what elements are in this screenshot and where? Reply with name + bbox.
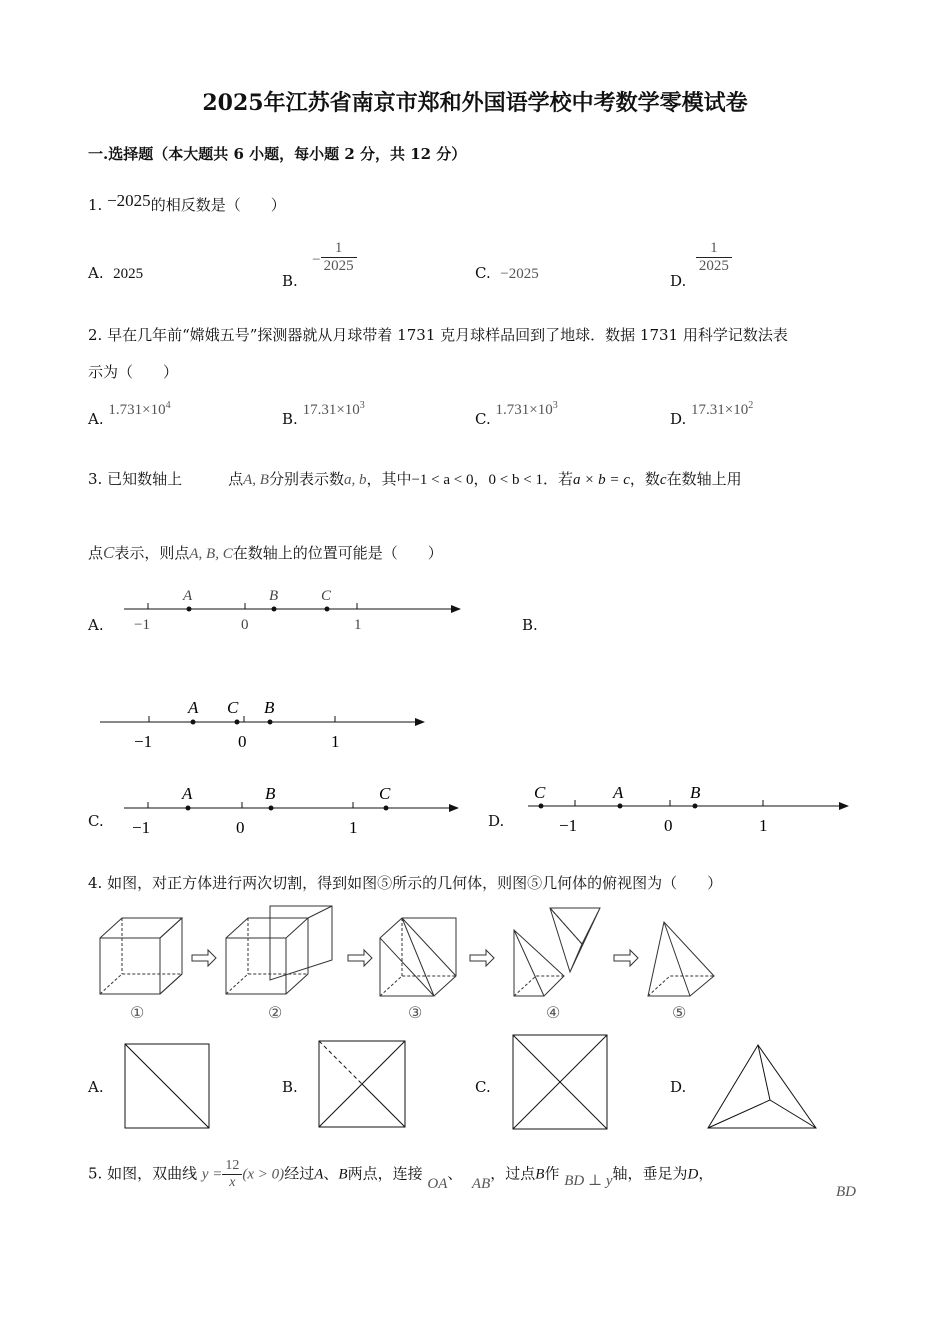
- question-4: 4. 如图，对正方体进行两次切割，得到如图⑤所示的几何体，则图⑤几何体的俯视图为（ ）: [88, 874, 723, 892]
- point-b-label: B: [264, 698, 275, 717]
- point-c-dot: [325, 607, 330, 612]
- number-line-b: [96, 696, 432, 754]
- tick-label: −1: [134, 732, 153, 751]
- point-a-label: A: [188, 698, 199, 717]
- option-label: D.: [670, 410, 687, 428]
- fraction: $\frac{1}{2025}$: [696, 240, 732, 275]
- question-3-line-1: 3. 已知数轴上 点A, B分别表示数a, b，其中−1 < a < 0，0 < b < 1．若a × b = c，数c在数轴上用: [88, 470, 742, 488]
- number-line-d: [524, 782, 854, 840]
- option-label: B.: [282, 271, 298, 290]
- point-b-label: B: [269, 588, 279, 604]
- option-label: A.: [88, 410, 104, 428]
- option-label: C.: [475, 264, 491, 282]
- point-c-label: C: [321, 588, 332, 604]
- arrow-icon: [192, 950, 216, 966]
- fig-label: ⑤: [672, 1005, 687, 1022]
- option-value: 1.731×10: [108, 402, 166, 418]
- tick-label: −1: [134, 617, 150, 633]
- tick-label: 1: [331, 732, 340, 751]
- q3-option-a-label[interactable]: A.: [88, 616, 104, 634]
- point-c-dot: [539, 804, 544, 809]
- tick-label: 1: [354, 617, 362, 633]
- q4-option-b-figure[interactable]: [318, 1040, 408, 1132]
- option-value: 17.31×10: [691, 402, 749, 418]
- question-1: [88, 191, 286, 215]
- arrow-icon: [614, 950, 638, 966]
- q1-option-a[interactable]: [88, 264, 143, 283]
- exponent: 3: [552, 400, 558, 411]
- fig-label: ③: [408, 1005, 423, 1022]
- q2-option-a[interactable]: [88, 400, 171, 428]
- point-b-dot: [268, 720, 273, 725]
- q1-option-d[interactable]: [670, 240, 732, 290]
- exponent: 4: [165, 400, 171, 411]
- q4-option-a-figure[interactable]: [124, 1040, 212, 1132]
- option-value: 17.31×10: [302, 402, 360, 418]
- point-c-label: C: [379, 784, 391, 803]
- point-a-dot: [618, 804, 623, 809]
- number-line-c: [120, 782, 468, 840]
- q4-option-c-label[interactable]: C.: [475, 1078, 491, 1096]
- tick-label: 0: [236, 818, 245, 837]
- cube-figure-4: [514, 908, 600, 996]
- point-a-label: A: [613, 783, 624, 802]
- fig-label: ②: [268, 1005, 283, 1022]
- option-label: C.: [475, 410, 491, 428]
- tick-label: 1: [349, 818, 358, 837]
- option-label: D.: [670, 271, 687, 290]
- q3-option-c-label[interactable]: C.: [88, 812, 104, 830]
- cube-figure-5: [648, 922, 714, 996]
- fraction: $\frac{12}{x}$: [222, 1158, 242, 1191]
- option-label: B.: [282, 410, 298, 428]
- point-a-dot: [187, 607, 192, 612]
- number-line-a: [120, 584, 470, 640]
- fig-label: ④: [546, 1005, 561, 1022]
- section-heading: 一.选择题（本大题共 6 小题，每小题 2 分，共 12 分）: [88, 145, 467, 163]
- question-2-line-1: 2. 早在几年前“嫦娥五号”探测器就从月球带着 1731 克月球样品回到了地球．数据 1731 用科学记数法表: [88, 326, 788, 344]
- q2-option-c[interactable]: [475, 400, 558, 428]
- arrow-icon: [348, 950, 372, 966]
- exponent: 2: [748, 400, 754, 411]
- cube-figure-3: [380, 918, 456, 996]
- q4-option-d-label[interactable]: D.: [670, 1078, 687, 1096]
- point-b-dot: [269, 806, 274, 811]
- point-b-dot: [272, 607, 277, 612]
- point-a-dot: [186, 806, 191, 811]
- point-a-dot: [191, 720, 196, 725]
- option-label: A.: [88, 264, 104, 282]
- q1-option-b[interactable]: [282, 240, 357, 290]
- point-c-label: C: [227, 698, 239, 717]
- question-5: 5. 如图，双曲线 y = $\frac{12}{x}$ (x > 0)经过A、B两点，连接 OA、 AB，过点B作 BD ⊥ y轴，垂足为D，: [88, 1158, 714, 1192]
- q4-option-b-label[interactable]: B.: [282, 1078, 298, 1096]
- q4-option-d-figure[interactable]: [706, 1044, 818, 1130]
- point-b-dot: [693, 804, 698, 809]
- option-value: 2025: [113, 266, 144, 282]
- q2-option-b[interactable]: [282, 400, 365, 428]
- tick-label: −1: [559, 816, 578, 835]
- tick-label: −1: [132, 818, 151, 837]
- q4-cutting-figure: [92, 900, 732, 1028]
- q1-number: 1.: [88, 196, 103, 214]
- fraction: $\frac{1}{2025}$: [321, 240, 357, 275]
- question-2-line-2: 示为（ ）: [88, 363, 179, 381]
- tick-label: 1: [759, 816, 768, 835]
- minus-sign: −: [312, 251, 321, 268]
- question-3-line-2: 点C表示，则点A, B, C在数轴上的位置可能是（ ）: [88, 543, 443, 562]
- point-c-dot: [235, 720, 240, 725]
- tick-label: 0: [241, 617, 249, 633]
- option-value: 1.731×10: [495, 402, 553, 418]
- q2-option-d[interactable]: [670, 400, 754, 428]
- tick-label: 0: [238, 732, 247, 751]
- point-b-label: B: [265, 784, 276, 803]
- point-c-label: C: [534, 783, 546, 802]
- tick-label: 0: [664, 816, 673, 835]
- arrow-icon: [470, 950, 494, 966]
- cube-figure-2: [226, 906, 332, 994]
- q1-option-c[interactable]: [475, 264, 539, 283]
- q4-option-a-label[interactable]: A.: [88, 1078, 104, 1096]
- point-c-dot: [384, 806, 389, 811]
- fig-label: ①: [130, 1005, 145, 1022]
- q4-option-c-figure[interactable]: [512, 1034, 608, 1130]
- q3-option-b-label[interactable]: B.: [522, 616, 538, 634]
- point-a-label: A: [182, 784, 193, 803]
- cube-figure-1: [100, 918, 182, 994]
- q5-bd: BD: [836, 1184, 856, 1200]
- page-title: 2025年江苏省南京市郑和外国语学校中考数学零模试卷: [202, 90, 748, 116]
- q3-option-d-label[interactable]: D.: [488, 812, 505, 830]
- q1-value: −2025: [107, 191, 151, 210]
- q1-text: 的相反数是（ ）: [150, 196, 286, 214]
- point-a-label: A: [183, 588, 193, 604]
- exponent: 3: [359, 400, 365, 411]
- point-b-label: B: [690, 783, 701, 802]
- option-value: −2025: [500, 266, 539, 282]
